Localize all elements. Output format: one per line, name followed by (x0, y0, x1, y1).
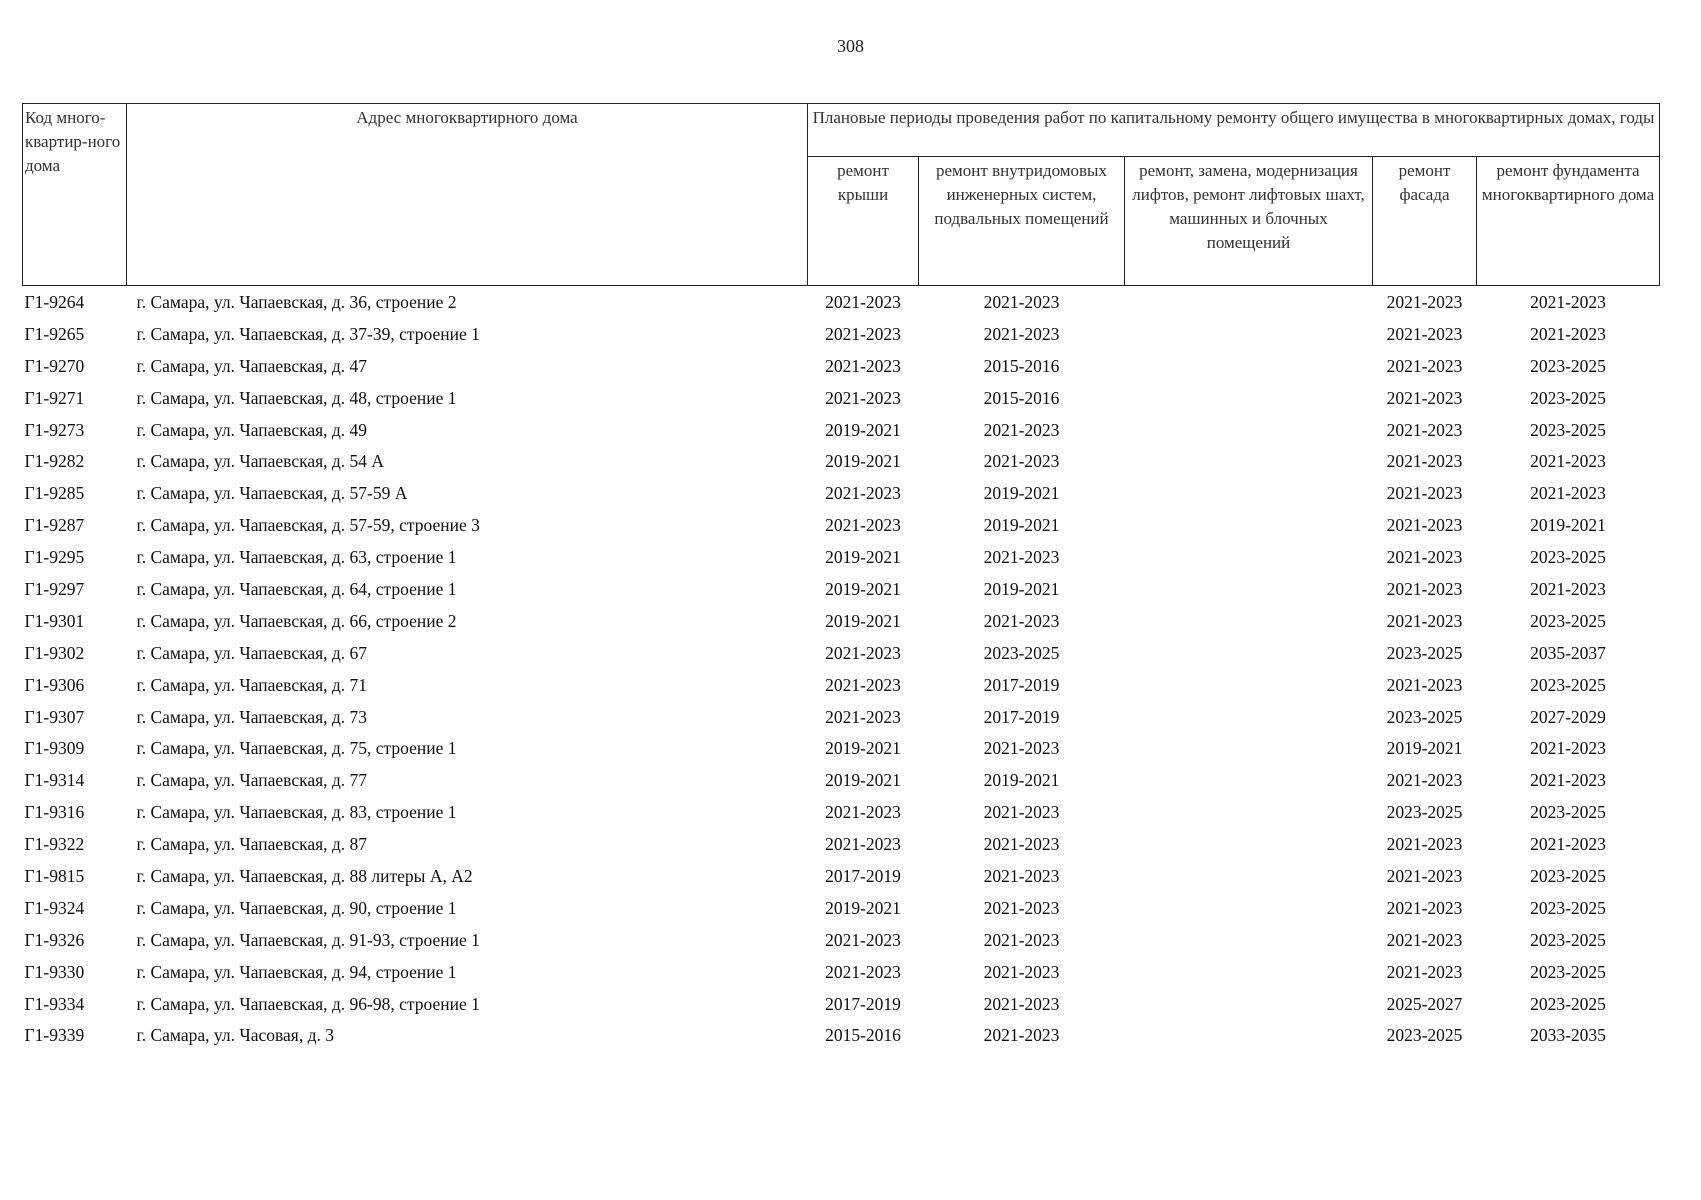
cell-address: г. Самара, ул. Чапаевская, д. 90, строение 1 (136, 897, 457, 918)
cell-code: Г1-9324 (24, 897, 85, 918)
cell-roof: 2021-2023 (825, 323, 901, 344)
cell-engineering: 2021-2023 (983, 834, 1060, 855)
cell-lifts (1125, 732, 1373, 764)
cell-lifts (1125, 382, 1373, 414)
cell-code: Г1-9326 (24, 929, 85, 950)
table-header (23, 104, 1660, 286)
cell-roof: 2021-2023 (825, 802, 901, 823)
cell-roof: 2019-2021 (825, 419, 901, 440)
cell-roof: 2019-2021 (825, 451, 901, 472)
cell-roof: 2017-2019 (825, 865, 901, 886)
cell-address: г. Самара, ул. Чапаевская, д. 83, строение 1 (136, 802, 457, 823)
cell-foundation: 2023-2025 (1530, 547, 1606, 568)
cell-lifts (1125, 318, 1373, 350)
cell-address: г. Самара, ул. Чапаевская, д. 87 (136, 834, 368, 855)
cell-roof: 2019-2021 (825, 547, 901, 568)
cell-engineering: 2017-2019 (983, 706, 1060, 727)
cell-engineering: 2021-2023 (983, 802, 1060, 823)
cell-roof: 2021-2023 (825, 834, 901, 855)
cell-code: Г1-9339 (24, 1025, 85, 1046)
cell-roof: 2021-2023 (825, 387, 901, 408)
cell-facade: 2021-2023 (1386, 834, 1463, 855)
cell-lifts (1125, 445, 1373, 477)
header-foundation: ремонт фундамента многоквартирного дома (1477, 157, 1660, 286)
cell-lifts (1125, 414, 1373, 446)
cell-code: Г1-9265 (24, 323, 85, 344)
cell-code: Г1-9334 (24, 993, 85, 1014)
table-row (23, 732, 1660, 764)
cell-lifts (1125, 573, 1373, 605)
cell-facade: 2021-2023 (1386, 355, 1463, 376)
cell-facade: 2021-2023 (1386, 770, 1463, 791)
table-row (23, 382, 1660, 414)
cell-lifts (1125, 541, 1373, 573)
cell-engineering: 2021-2023 (983, 419, 1060, 440)
cell-address: г. Самара, ул. Чапаевская, д. 71 (136, 674, 368, 695)
cell-lifts (1125, 988, 1373, 1020)
cell-foundation: 2023-2025 (1530, 419, 1606, 440)
table-row (23, 541, 1660, 573)
cell-facade: 2021-2023 (1386, 610, 1463, 631)
cell-lifts (1125, 828, 1373, 860)
cell-code: Г1-9316 (24, 802, 85, 823)
cell-lifts (1125, 892, 1373, 924)
cell-engineering: 2021-2023 (983, 993, 1060, 1014)
cell-lifts (1125, 796, 1373, 828)
cell-address: г. Самара, ул. Чапаевская, д. 37-39, строение 1 (136, 323, 480, 344)
cell-address: г. Самара, ул. Чапаевская, д. 88 литеры А, А2 (136, 865, 473, 886)
cell-roof: 2021-2023 (825, 291, 901, 312)
cell-engineering: 2015-2016 (983, 355, 1060, 376)
cell-roof: 2021-2023 (825, 674, 901, 695)
cell-engineering: 2019-2021 (983, 515, 1060, 536)
header-roof: ремонт крыши (808, 157, 919, 286)
cell-engineering: 2021-2023 (983, 451, 1060, 472)
cell-code: Г1-9270 (24, 355, 85, 376)
cell-engineering: 2021-2023 (983, 610, 1060, 631)
table-row (23, 701, 1660, 733)
cell-engineering: 2015-2016 (983, 387, 1060, 408)
cell-foundation: 2023-2025 (1530, 802, 1606, 823)
cell-foundation: 2021-2023 (1530, 834, 1606, 855)
cell-foundation: 2021-2023 (1530, 483, 1606, 504)
header-facade: ремонт фасада (1373, 157, 1477, 286)
cell-facade: 2021-2023 (1386, 929, 1463, 950)
cell-engineering: 2023-2025 (983, 642, 1060, 663)
cell-roof: 2021-2023 (825, 642, 901, 663)
cell-address: г. Самара, ул. Чапаевская, д. 63, строение 1 (136, 547, 457, 568)
table-row (23, 350, 1660, 382)
table-row (23, 509, 1660, 541)
header-lifts: ремонт, замена, модернизация лифтов, ремонт лифтовых шахт, машинных и блочных помещений (1125, 157, 1373, 286)
table-row (23, 477, 1660, 509)
table-row (23, 445, 1660, 477)
cell-engineering: 2019-2021 (983, 578, 1060, 599)
cell-roof: 2021-2023 (825, 961, 901, 982)
cell-code: Г1-9302 (24, 642, 85, 663)
cell-lifts (1125, 860, 1373, 892)
table-row (23, 573, 1660, 605)
cell-foundation: 2021-2023 (1530, 323, 1606, 344)
cell-address: г. Самара, ул. Чапаевская, д. 57-59 А (136, 483, 408, 504)
cell-lifts (1125, 701, 1373, 733)
cell-engineering: 2021-2023 (983, 547, 1060, 568)
cell-engineering: 2017-2019 (983, 674, 1060, 695)
table-row (23, 1019, 1660, 1051)
cell-facade: 2021-2023 (1386, 419, 1463, 440)
cell-facade: 2021-2023 (1386, 515, 1463, 536)
cell-code: Г1-9295 (24, 547, 85, 568)
cell-address: г. Самара, ул. Чапаевская, д. 49 (136, 419, 368, 440)
table-row (23, 764, 1660, 796)
cell-engineering: 2019-2021 (983, 770, 1060, 791)
cell-address: г. Самара, ул. Чапаевская, д. 67 (136, 642, 368, 663)
cell-foundation: 2023-2025 (1530, 674, 1606, 695)
cell-roof: 2021-2023 (825, 483, 901, 504)
table-row (23, 924, 1660, 956)
cell-foundation: 2019-2021 (1530, 515, 1606, 536)
cell-foundation: 2027-2029 (1530, 706, 1606, 727)
page-number: 308 (837, 36, 864, 56)
cell-engineering: 2021-2023 (983, 323, 1060, 344)
cell-facade: 2021-2023 (1386, 387, 1463, 408)
cell-facade: 2023-2025 (1386, 1025, 1463, 1046)
cell-facade: 2023-2025 (1386, 706, 1463, 727)
cell-code: Г1-9285 (24, 483, 85, 504)
header-code: Код много-квартир-ного дома (23, 104, 127, 286)
cell-lifts (1125, 1019, 1373, 1051)
cell-engineering: 2021-2023 (983, 897, 1060, 918)
cell-code: Г1-9282 (24, 451, 85, 472)
cell-roof: 2017-2019 (825, 993, 901, 1014)
cell-engineering: 2021-2023 (983, 929, 1060, 950)
cell-roof: 2021-2023 (825, 515, 901, 536)
cell-foundation: 2021-2023 (1530, 291, 1606, 312)
cell-foundation: 2023-2025 (1530, 961, 1606, 982)
cell-address: г. Самара, ул. Чапаевская, д. 57-59, строение 3 (136, 515, 480, 536)
cell-foundation: 2023-2025 (1530, 993, 1606, 1014)
cell-foundation: 2023-2025 (1530, 355, 1606, 376)
cell-lifts (1125, 924, 1373, 956)
table-row (23, 669, 1660, 701)
cell-foundation: 2035-2037 (1530, 642, 1606, 663)
cell-code: Г1-9273 (24, 419, 85, 440)
cell-facade: 2021-2023 (1386, 323, 1463, 344)
cell-lifts (1125, 605, 1373, 637)
cell-foundation: 2021-2023 (1530, 738, 1606, 759)
cell-roof: 2019-2021 (825, 610, 901, 631)
table-row (23, 318, 1660, 350)
cell-address: г. Самара, ул. Чапаевская, д. 36, строение 2 (136, 291, 457, 312)
cell-lifts (1125, 286, 1373, 318)
cell-address: г. Самара, ул. Чапаевская, д. 91-93, строение 1 (136, 929, 480, 950)
table-row (23, 796, 1660, 828)
cell-foundation: 2023-2025 (1530, 865, 1606, 886)
cell-foundation: 2021-2023 (1530, 770, 1606, 791)
header-address: Адрес многоквартирного дома (127, 104, 808, 286)
cell-facade: 2019-2021 (1386, 738, 1463, 759)
cell-foundation: 2023-2025 (1530, 387, 1606, 408)
table-row (23, 988, 1660, 1020)
cell-facade: 2025-2027 (1386, 993, 1463, 1014)
cell-address: г. Самара, ул. Чапаевская, д. 66, строение 2 (136, 610, 457, 631)
cell-facade: 2021-2023 (1386, 291, 1463, 312)
cell-roof: 2019-2021 (825, 897, 901, 918)
cell-address: г. Самара, ул. Чапаевская, д. 94, строение 1 (136, 961, 457, 982)
cell-address: г. Самара, ул. Чапаевская, д. 54 А (136, 451, 385, 472)
cell-facade: 2021-2023 (1386, 547, 1463, 568)
table-row (23, 860, 1660, 892)
cell-lifts (1125, 350, 1373, 382)
cell-address: г. Самара, ул. Чапаевская, д. 96-98, строение 1 (136, 993, 480, 1014)
cell-facade: 2021-2023 (1386, 865, 1463, 886)
cell-facade: 2023-2025 (1386, 802, 1463, 823)
cell-lifts (1125, 764, 1373, 796)
cell-lifts (1125, 509, 1373, 541)
cell-roof: 2019-2021 (825, 578, 901, 599)
cell-code: Г1-9307 (24, 706, 85, 727)
table-body (23, 286, 1660, 1052)
cell-facade: 2021-2023 (1386, 451, 1463, 472)
cell-lifts (1125, 637, 1373, 669)
cell-roof: 2021-2023 (825, 706, 901, 727)
cell-code: Г1-9322 (24, 834, 85, 855)
cell-foundation: 2023-2025 (1530, 929, 1606, 950)
cell-engineering: 2021-2023 (983, 738, 1060, 759)
header-periods: Плановые периоды проведения работ по капитальному ремонту общего имущества в многоквартирных домах, годы (808, 104, 1660, 157)
cell-foundation: 2033-2035 (1530, 1025, 1606, 1046)
cell-foundation: 2021-2023 (1530, 451, 1606, 472)
capital-repair-table (22, 103, 1660, 1051)
table-row (23, 414, 1660, 446)
cell-code: Г1-9815 (24, 865, 85, 886)
cell-lifts (1125, 477, 1373, 509)
cell-code: Г1-9306 (24, 674, 85, 695)
cell-engineering: 2021-2023 (983, 291, 1060, 312)
cell-engineering: 2021-2023 (983, 865, 1060, 886)
cell-address: г. Самара, ул. Чапаевская, д. 77 (136, 770, 368, 791)
cell-code: Г1-9301 (24, 610, 85, 631)
cell-code: Г1-9287 (24, 515, 85, 536)
header-engineering: ремонт внутридомовых инженерных систем, подвальных помещений (919, 157, 1125, 286)
cell-engineering: 2021-2023 (983, 961, 1060, 982)
cell-address: г. Самара, ул. Чапаевская, д. 48, строение 1 (136, 387, 457, 408)
table-row (23, 637, 1660, 669)
cell-lifts (1125, 956, 1373, 988)
cell-code: Г1-9264 (24, 291, 85, 312)
cell-facade: 2023-2025 (1386, 642, 1463, 663)
cell-foundation: 2023-2025 (1530, 610, 1606, 631)
cell-code: Г1-9309 (24, 738, 85, 759)
cell-roof: 2019-2021 (825, 770, 901, 791)
cell-facade: 2021-2023 (1386, 578, 1463, 599)
table-row (23, 286, 1660, 318)
table-row (23, 956, 1660, 988)
cell-roof: 2015-2016 (825, 1025, 901, 1046)
cell-engineering: 2021-2023 (983, 1025, 1060, 1046)
cell-code: Г1-9271 (24, 387, 85, 408)
table-row (23, 892, 1660, 924)
cell-facade: 2021-2023 (1386, 674, 1463, 695)
cell-roof: 2021-2023 (825, 929, 901, 950)
cell-foundation: 2021-2023 (1530, 578, 1606, 599)
cell-address: г. Самара, ул. Чапаевская, д. 64, строение 1 (136, 578, 457, 599)
cell-facade: 2021-2023 (1386, 483, 1463, 504)
cell-roof: 2021-2023 (825, 355, 901, 376)
cell-code: Г1-9330 (24, 961, 85, 982)
table-row (23, 605, 1660, 637)
cell-address: г. Самара, ул. Часовая, д. 3 (136, 1025, 335, 1046)
cell-engineering: 2019-2021 (983, 483, 1060, 504)
cell-code: Г1-9297 (24, 578, 85, 599)
cell-address: г. Самара, ул. Чапаевская, д. 47 (136, 355, 368, 376)
cell-lifts (1125, 669, 1373, 701)
cell-address: г. Самара, ул. Чапаевская, д. 73 (136, 706, 368, 727)
table-row (23, 828, 1660, 860)
cell-facade: 2021-2023 (1386, 961, 1463, 982)
cell-facade: 2021-2023 (1386, 897, 1463, 918)
cell-roof: 2019-2021 (825, 738, 901, 759)
cell-address: г. Самара, ул. Чапаевская, д. 75, строение 1 (136, 738, 457, 759)
cell-foundation: 2023-2025 (1530, 897, 1606, 918)
cell-code: Г1-9314 (24, 770, 85, 791)
